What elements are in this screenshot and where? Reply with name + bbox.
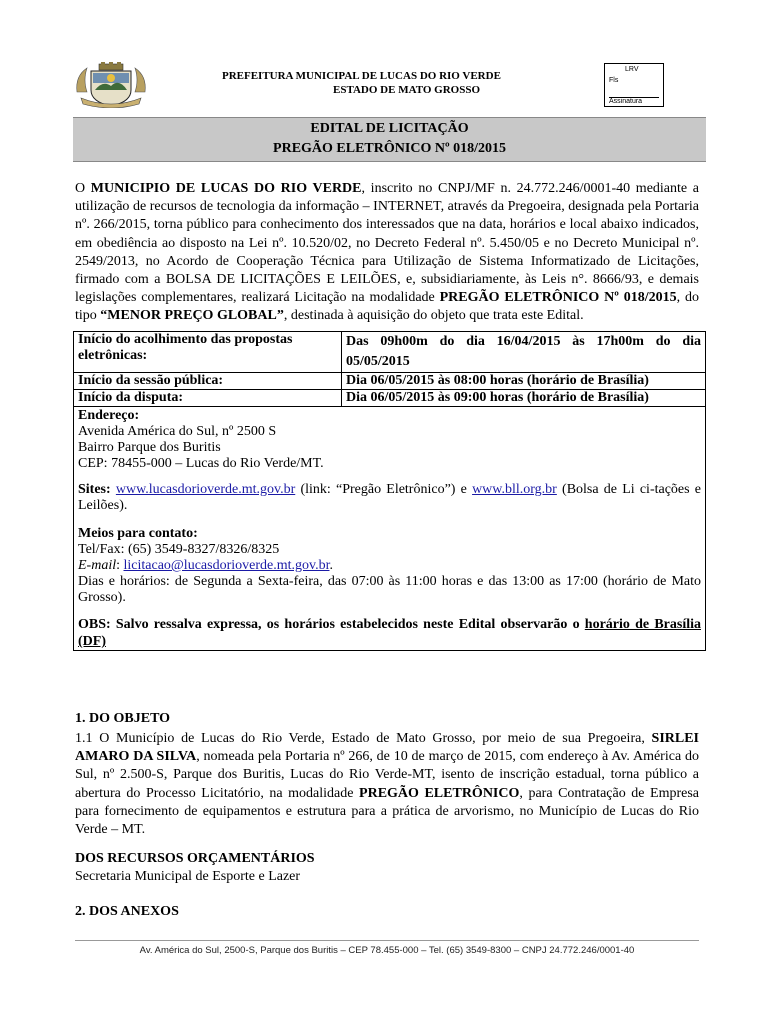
schedule-table [73,331,706,651]
email-link[interactable]: licitacao@lucasdorioverde.mt.gov.br [123,558,330,573]
dias-horarios: Dias e horários: de Segunda a Sexta-feira, das 07:00 às 11:00 horas e das 13:00 as 17:00 (horário de Mato Grosso). [78,574,701,605]
edital-title-bar [73,117,706,162]
row-label: Início da disputa: [74,390,342,407]
table-row [74,332,706,373]
intro-paragraph: O MUNICIPIO DE LUCAS DO RIO VERDE, inscrito no CNPJ/MF n. 24.772.246/0001-40 mediante a utilização de recursos de tecnologia da informação – INTERNET, através da Pregoeira, designada pela Portaria nº. 266/2015, torna público para conhecimento dos interessados que na data, horários e local abaixo indicados, em obediência ao disposto na Lei nº. 10.520/02, no Decreto Federal nº. 5.450/05 e no Decreto Municipal nº. 2549/2013, no Acordo de Cooperação Técnica para Utilização de Sistema Informatizado de Licitações, firmado com a BOLSA DE LICITAÇÕES E LEILÕES, e, subsidiariamente, às Leis n°. 8666/93, e demais legislações complementares, realizará Licitação na modalidade PREGÃO ELETRÔNICO Nº 018/2015, do tipo “MENOR PREÇO GLOBAL”, destinada à aquisição do objeto que trata este Edital. [75,181,700,324]
edital-title: EDITAL DE LICITAÇÃO [310,121,469,136]
row-value: Das 09h00m do dia 16/04/2015 às 17h00m do dia 05/05/2015 [342,332,706,373]
contact-box: Endereço: Avenida América do Sul, nº 2500 S Bairro Parque dos Buritis CEP: 78455-000 – Lucas do Rio Verde/MT. Sites: www.lucasdorioverde.mt.gov.br (link: “Pregão Eletrônico”) e www.bll.org.br (Bolsa de Li ci-tações e Leilões). Meios para contato: Tel/Fax: (65) 3549-8327/8326/8325 E-mail: licitacao@lucasdorioverde.mt.gov.br. Dias e horários: de Segunda a Sexta-feira, das 07:00 às 11:00 horas e das 13:00 as 17:00 (horário de Mato Grosso). OBS: Salvo ressalva expressa, os horários estabelecidos neste Edital observarão o horário de Brasília (DF) [74,407,706,651]
email-label: E-mail [78,558,117,573]
recursos-heading: DOS RECURSOS ORÇAMENTÁRIOS [75,851,315,866]
page-stamp [604,63,664,107]
section2-heading: 2. DOS ANEXOS [75,904,179,919]
row-value: Dia 06/05/2015 às 09:00 horas (horário de Brasília) [342,390,706,407]
section1-heading: 1. DO OBJETO [75,711,171,726]
table-row [74,373,706,390]
stamp-top: LRV [625,66,639,73]
row-value: Dia 06/05/2015 às 08:00 horas (horário de Brasília) [342,373,706,390]
section1-paragraph: 1.1 O Município de Lucas do Rio Verde, Estado de Mato Grosso, por meio de sua Pregoeira, SIRLEI AMARO DA SILVA, nomeada pela Portaria nº 266, de 10 de março de 2015, com endereço à Av. América do Sul, nº 2.500-S, Parque dos Buritis, Lucas do Rio Verde-MT, isento de inscrição estadual, torna público a abertura do Processo Licitatório, na modalidade PREGÃO ELETRÔNICO, para Contratação de Empresa para fornecimento de equipamentos e estrutura para a prática de arvorismo, no Município de Lucas do Rio Verde – MT. [75,731,699,838]
tipo-ref: “MENOR PREÇO GLOBAL” [100,308,284,324]
address-line: CEP: 78455-000 – Lucas do Rio Verde/MT. [78,456,324,471]
pregoeira-name: SIRLEI AMARO DA SILVA [75,731,699,765]
site-link-lucas[interactable]: www.lucasdorioverde.mt.gov.br [115,482,296,497]
telfax: Tel/Fax: (65) 3549-8327/8326/8325 [78,542,280,557]
address-line: Bairro Parque dos Buritis [78,440,221,455]
municipio-name: MUNICIPIO DE LUCAS DO RIO VERDE [90,181,362,196]
pregao-ref: PREGÃO ELETRÔNICO Nº 018/2015 [439,290,677,306]
address-line: Avenida América do Sul, nº 2500 S [78,424,277,439]
endereco-label: Endereço: [78,408,140,423]
prefeitura-title: PREFEITURA MUNICIPAL DE LUCAS DO RIO VERDE [222,70,501,82]
row-label: Início da sessão pública: [74,373,342,390]
stamp-fls: Fls [609,77,619,84]
estado-title: ESTADO DE MATO GROSSO [333,84,481,96]
recursos-text: Secretaria Municipal de Esporte e Lazer [75,869,301,884]
modalidade-ref: PREGÃO ELETRÔNICO [359,785,520,801]
stamp-signature: Assinatura [609,97,659,105]
page-footer: Av. América do Sul, 2500-S, Parque dos Buritis – CEP 78.455-000 – Tel. (65) 3549-8300 – CNPJ 24.772.246/0001-40 [75,940,699,956]
pregao-title: PREGÃO ELETRÔNICO Nº 018/2015 [273,141,506,156]
sites-label: Sites: [78,482,111,497]
site-link-bll[interactable]: www.bll.org.br [472,482,557,497]
table-row [74,407,706,651]
row-label: Início do acolhimento das propostas eletrônicas: [74,332,342,373]
obs-highlight: horário de Brasília (DF) [78,617,701,649]
table-row [74,390,706,407]
contato-label: Meios para contato: [78,526,198,541]
obs-text: OBS: Salvo ressalva expressa, os horários estabelecidos neste Edital observarão o horário de Brasília (DF) [78,617,701,649]
coat-of-arms-logo [73,62,149,108]
